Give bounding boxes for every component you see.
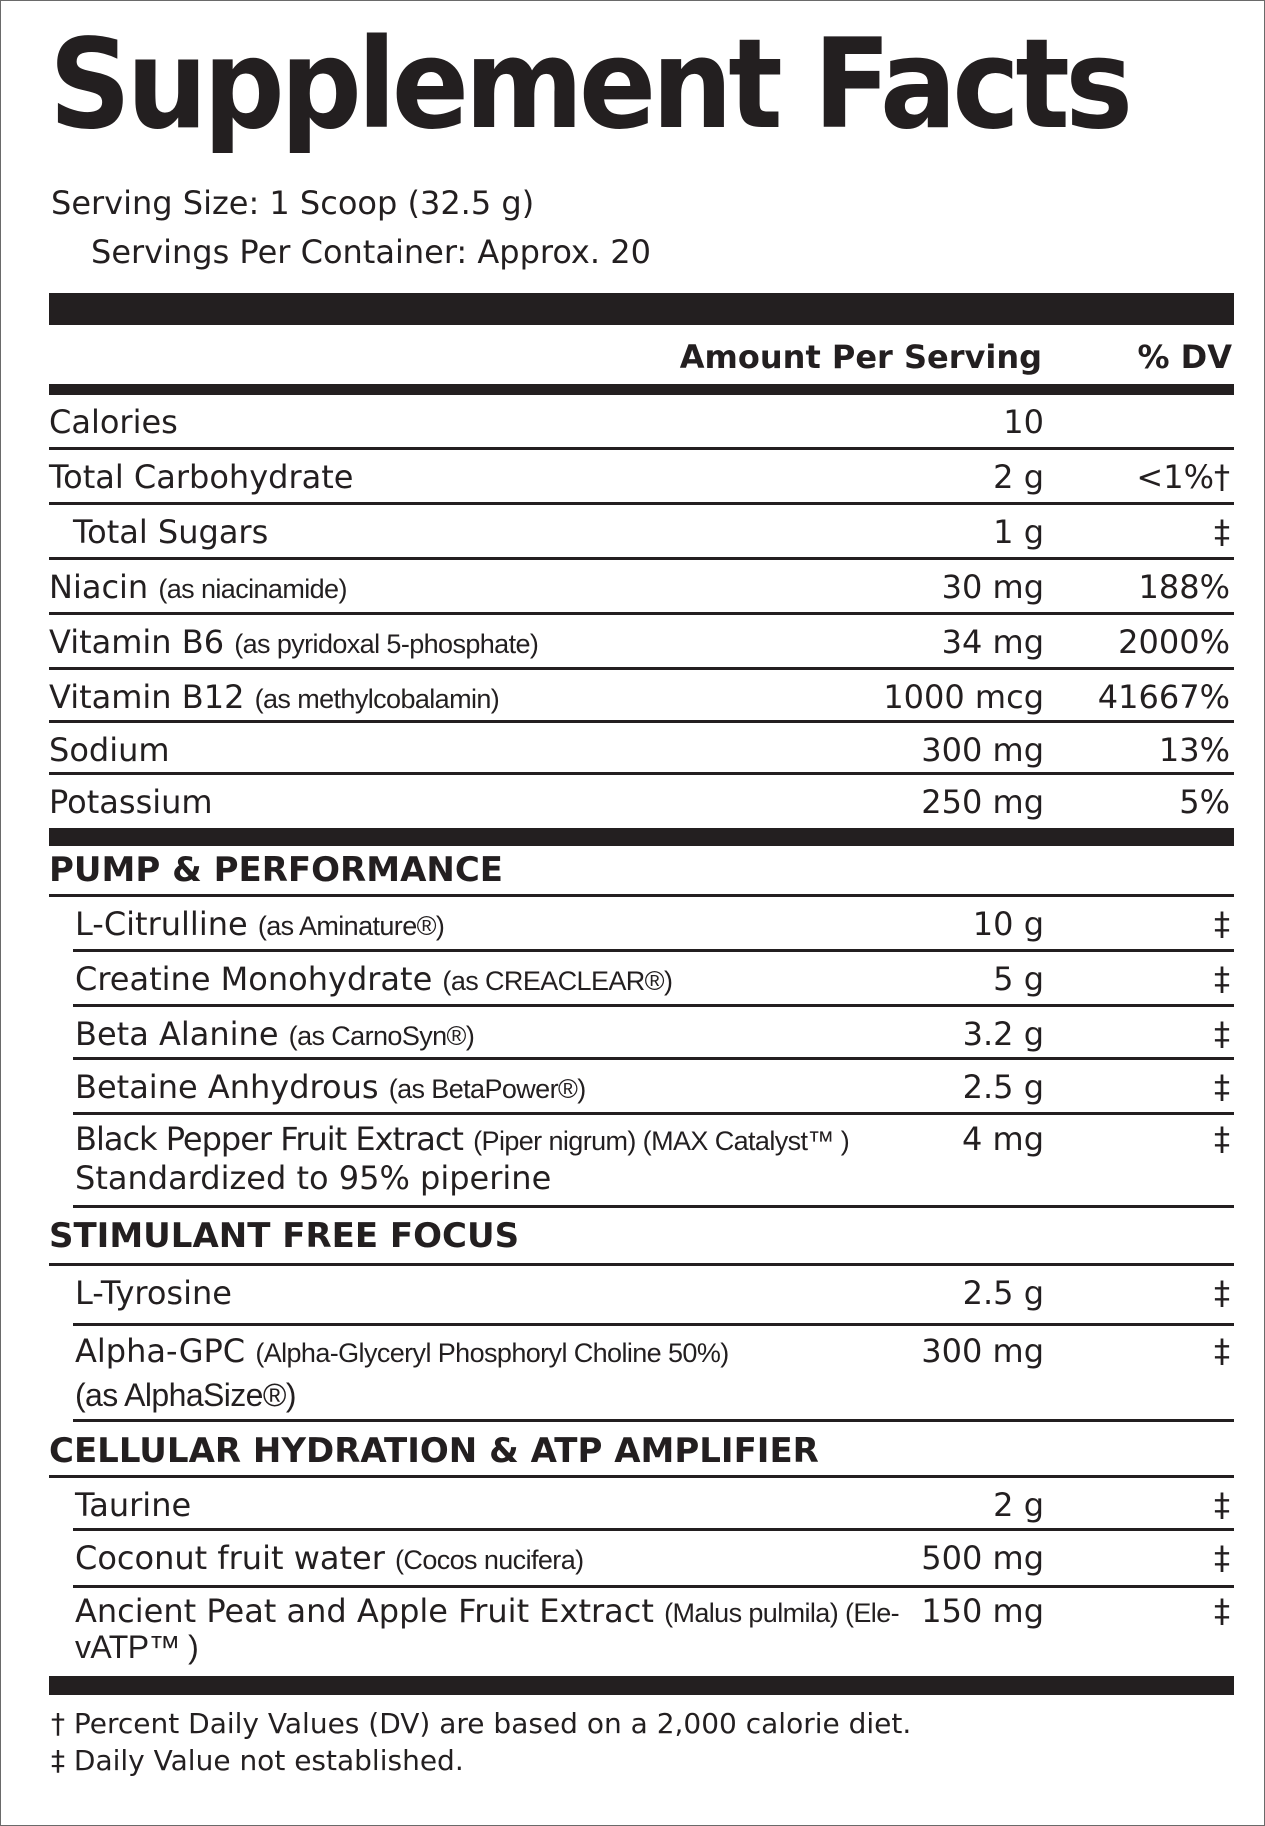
panel-title: Supplement Facts — [49, 13, 1129, 157]
nutrient-dv: ‡ — [1214, 513, 1230, 551]
nutrient-amount: 34 mg — [941, 623, 1044, 661]
section-title-stimulant-free-focus: STIMULANT FREE FOCUS — [49, 1216, 520, 1256]
ingredient-row-black-pepper — [73, 1115, 1234, 1208]
ingredient-row-beta-alanine — [73, 1007, 1234, 1060]
ingredient-source: (Alpha-Glyceryl Phosphoryl Choline 50%) — [255, 1338, 729, 1368]
ingredient-name-wrap — [75, 1068, 586, 1108]
nutrient-name: Niacin — [49, 568, 149, 606]
ingredient-row-betaine — [73, 1060, 1234, 1115]
nutrient-amount: 10 — [1003, 403, 1044, 441]
ingredient-amount: 10 g — [972, 905, 1044, 943]
ingredient-row-alpha-gpc — [73, 1326, 1234, 1422]
ingredient-source: (as BetaPower®) — [388, 1074, 586, 1104]
ingredient-name: Beta Alanine — [75, 1015, 279, 1053]
nutrient-name: Calories — [49, 403, 178, 441]
nutrient-name-wrap — [49, 568, 347, 608]
nutrient-name: Vitamin B12 — [49, 678, 245, 716]
ingredient-dv: ‡ — [1214, 1274, 1230, 1312]
ingredient-dv: ‡ — [1214, 1120, 1230, 1158]
nutrient-dv: 188% — [1138, 568, 1230, 606]
ingredient-name: Alpha-GPC — [75, 1332, 246, 1370]
nutrient-name-wrap — [49, 678, 499, 718]
servings-per-container: Servings Per Container: Approx. 20 — [91, 233, 651, 271]
nutrient-name: Total Sugars — [73, 513, 269, 551]
ingredient-amount: 2.5 g — [962, 1068, 1044, 1106]
nutrient-row-niacin — [49, 560, 1234, 615]
ingredient-source: (Piper nigrum) (MAX Catalyst™ ) — [473, 1126, 850, 1156]
ingredient-dv: ‡ — [1214, 1486, 1230, 1524]
nutrient-amount: 1000 mcg — [883, 678, 1044, 716]
ingredient-amount: 2 g — [993, 1486, 1044, 1524]
serving-size: Serving Size: 1 Scoop (32.5 g) — [51, 184, 535, 222]
ingredient-dv: ‡ — [1214, 1015, 1230, 1053]
ingredient-name: Taurine — [75, 1486, 192, 1524]
ingredient-amount: 150 mg — [921, 1592, 1044, 1630]
nutrient-dv: <1%† — [1136, 458, 1230, 496]
ingredient-amount: 3.2 g — [962, 1015, 1044, 1053]
nutrient-row-total-carbohydrate — [49, 450, 1234, 505]
nutrient-amount: 300 mg — [921, 731, 1044, 769]
nutrient-row-potassium — [49, 775, 1234, 827]
ingredient-amount: 500 mg — [921, 1539, 1044, 1577]
ingredient-dv: ‡ — [1214, 960, 1230, 998]
footnote-dagger: † Percent Daily Values (DV) are based on a 2,000 calorie diet. — [51, 1707, 912, 1740]
ingredient-amount: 4 mg — [961, 1120, 1044, 1158]
ingredient-name: Coconut fruit water — [75, 1539, 385, 1577]
ingredient-amount: 300 mg — [921, 1332, 1044, 1370]
section-title-pump-performance: PUMP & PERFORMANCE — [49, 850, 504, 890]
ingredient-amount: 5 g — [993, 960, 1044, 998]
ingredient-name-wrap — [75, 905, 444, 945]
nutrient-source: (as pyridoxal 5-phosphate) — [234, 629, 539, 659]
section-title-cellular-hydration: CELLULAR HYDRATION & ATP AMPLIFIER — [49, 1431, 819, 1471]
nutrient-amount: 250 mg — [921, 783, 1044, 821]
nutrient-amount: 1 g — [993, 513, 1044, 551]
ingredient-name-line2: Standardized to 95% piperine — [75, 1159, 552, 1197]
ingredient-dv: ‡ — [1214, 905, 1230, 943]
ingredient-name: Black Pepper Fruit Extract — [75, 1120, 463, 1158]
ingredient-amount: 2.5 g — [962, 1274, 1044, 1312]
nutrient-name-wrap — [49, 623, 538, 663]
nutrient-dv: 41667% — [1097, 678, 1230, 716]
nutrient-name: Sodium — [49, 731, 170, 769]
ingredient-row-peat-apple — [73, 1588, 1234, 1676]
nutrient-name: Vitamin B6 — [49, 623, 225, 661]
medium-divider — [49, 828, 1234, 846]
ingredient-name: Creatine Monohydrate — [75, 960, 433, 998]
ingredient-name-wrap — [75, 1592, 899, 1632]
ingredient-row-coconut-water — [73, 1531, 1234, 1588]
ingredient-dv: ‡ — [1214, 1539, 1230, 1577]
nutrient-dv: 5% — [1179, 783, 1230, 821]
ingredient-name: Ancient Peat and Apple Fruit Extract — [75, 1592, 654, 1630]
ingredient-name: L-Citrulline — [75, 905, 248, 943]
ingredient-dv: ‡ — [1214, 1332, 1230, 1370]
nutrient-row-calories — [49, 395, 1234, 450]
thick-divider-bottom — [49, 1676, 1234, 1695]
ingredient-source: (Cocos nucifera) — [395, 1545, 584, 1575]
ingredient-name-wrap — [75, 960, 672, 1000]
ingredient-row-creatine — [73, 952, 1234, 1007]
ingredient-name-wrap — [75, 1120, 849, 1160]
nutrient-row-vitamin-b12 — [49, 670, 1234, 723]
nutrient-source: (as niacinamide) — [158, 574, 347, 604]
nutrient-name: Potassium — [49, 783, 213, 821]
ingredient-row-l-citrulline — [73, 897, 1234, 952]
ingredient-source: (as CREACLEAR®) — [442, 966, 673, 996]
amount-header: Amount Per Serving — [679, 338, 1042, 376]
nutrient-name: Total Carbohydrate — [49, 458, 354, 496]
footnote-double-dagger: ‡ Daily Value not established. — [51, 1744, 464, 1777]
nutrient-row-total-sugars — [49, 505, 1234, 560]
nutrient-source: (as methylcobalamin) — [254, 684, 500, 714]
ingredient-name-line2: (as AlphaSize®) — [75, 1377, 296, 1413]
dv-header: % DV — [1137, 338, 1232, 376]
ingredient-dv: ‡ — [1214, 1592, 1230, 1630]
ingredient-row-l-tyrosine — [73, 1266, 1234, 1326]
ingredient-source: (as CarnoSyn®) — [288, 1021, 475, 1051]
nutrient-row-vitamin-b6 — [49, 615, 1234, 670]
thick-divider-top — [49, 293, 1234, 325]
ingredient-name: L-Tyrosine — [75, 1274, 232, 1312]
nutrient-dv: 2000% — [1118, 623, 1230, 661]
ingredient-name-line2: vATP™ ) — [75, 1629, 199, 1665]
ingredient-name-wrap — [75, 1539, 584, 1579]
ingredient-name-wrap — [75, 1015, 474, 1055]
nutrient-dv: 13% — [1158, 731, 1230, 769]
ingredient-row-taurine — [73, 1478, 1234, 1531]
nutrient-amount: 30 mg — [941, 568, 1044, 606]
nutrient-row-sodium — [49, 723, 1234, 775]
medium-divider — [49, 384, 1234, 395]
ingredient-name-wrap — [75, 1332, 729, 1372]
ingredient-source: (as Aminature®) — [257, 911, 445, 941]
ingredient-source: (Malus pulmila) (Ele- — [664, 1598, 900, 1628]
nutrient-amount: 2 g — [993, 458, 1044, 496]
ingredient-dv: ‡ — [1214, 1068, 1230, 1106]
ingredient-name: Betaine Anhydrous — [75, 1068, 379, 1106]
